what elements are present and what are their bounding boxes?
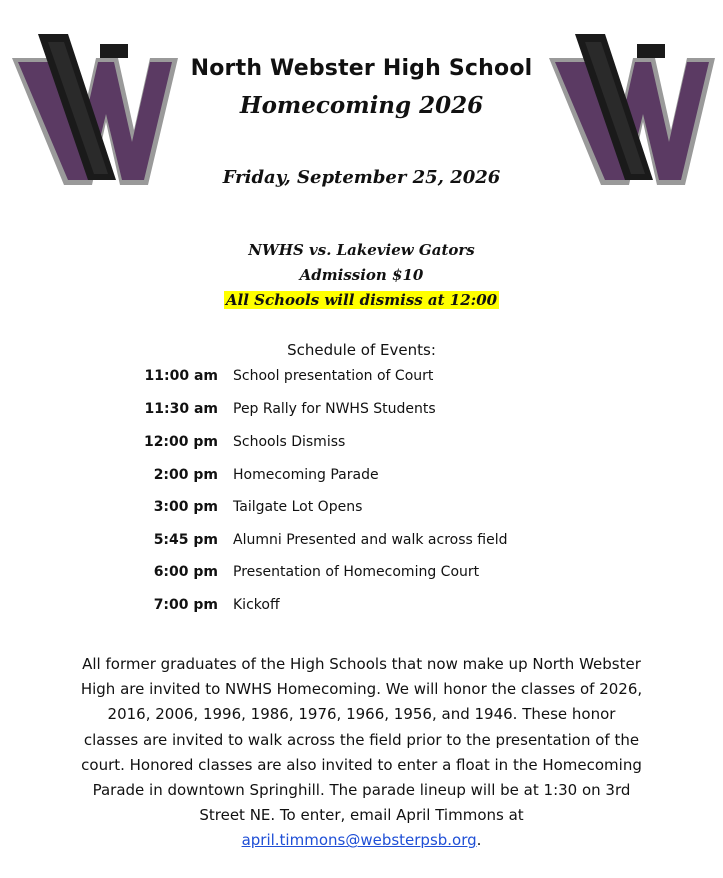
- info-end: .: [476, 831, 482, 850]
- schedule-time: 6:00 pm: [153, 564, 218, 580]
- event-date: Friday, September 25, 2026: [222, 167, 501, 188]
- schedule-event: Tailgate Lot Opens: [233, 499, 363, 515]
- schedule-row: [0, 564, 723, 584]
- admission-price: Admission $10: [299, 266, 424, 284]
- schedule-time: 11:00 am: [144, 368, 218, 384]
- schedule-time: 7:00 pm: [153, 597, 218, 613]
- dismissal-notice: All Schools will dismiss at 12:00: [225, 291, 498, 309]
- schedule-time: 2:00 pm: [153, 467, 218, 483]
- schedule-event: Kickoff: [233, 597, 280, 613]
- schedule-row: [0, 597, 723, 617]
- schedule-row: [0, 499, 723, 519]
- info-paragraph: [80, 652, 643, 854]
- event-title: Homecoming 2026: [239, 92, 484, 119]
- schedule-event: Schools Dismiss: [233, 434, 346, 450]
- schedule-event: School presentation of Court: [233, 368, 434, 384]
- schedule-event: Alumni Presented and walk across field: [233, 532, 508, 548]
- schedule-row: [0, 368, 723, 388]
- school-name: North Webster High School: [190, 56, 533, 81]
- schedule-event: Homecoming Parade: [233, 467, 379, 483]
- schedule-title: Schedule of Events:: [287, 341, 436, 359]
- schedule-row: [0, 467, 723, 487]
- schedule-row: [0, 532, 723, 552]
- game-matchup: NWHS vs. Lakeview Gators: [248, 241, 475, 259]
- schedule-event: Pep Rally for NWHS Students: [233, 401, 436, 417]
- schedule-row: [0, 401, 723, 421]
- info-text: All former graduates of the High Schools that now make up North Webster High are invited to NWHS Homecoming. We will honor the classes of 2026, 2016, 2006, 1996, 1986, 1976, 1966, 1956, and 1946. These honor classes are invited to walk across the field prior to the presentation of the court. Honored classes are also invited to enter a float in the Homecoming Parade in downtown Springhill. The parade lineup will be at 1:30 on 3rd Street NE. To enter, email April Timmons at: [80, 655, 643, 825]
- schedule-row: [0, 434, 723, 454]
- schedule-time: 3:00 pm: [153, 499, 218, 515]
- game-info: [0, 238, 723, 313]
- schedule-time: 5:45 pm: [153, 532, 218, 548]
- schedule-event: Presentation of Homecoming Court: [233, 564, 480, 580]
- schedule-time: 11:30 am: [144, 401, 218, 417]
- email-link[interactable]: april.timmons@websterpsb.org: [241, 831, 477, 850]
- schedule-time: 12:00 pm: [143, 434, 218, 450]
